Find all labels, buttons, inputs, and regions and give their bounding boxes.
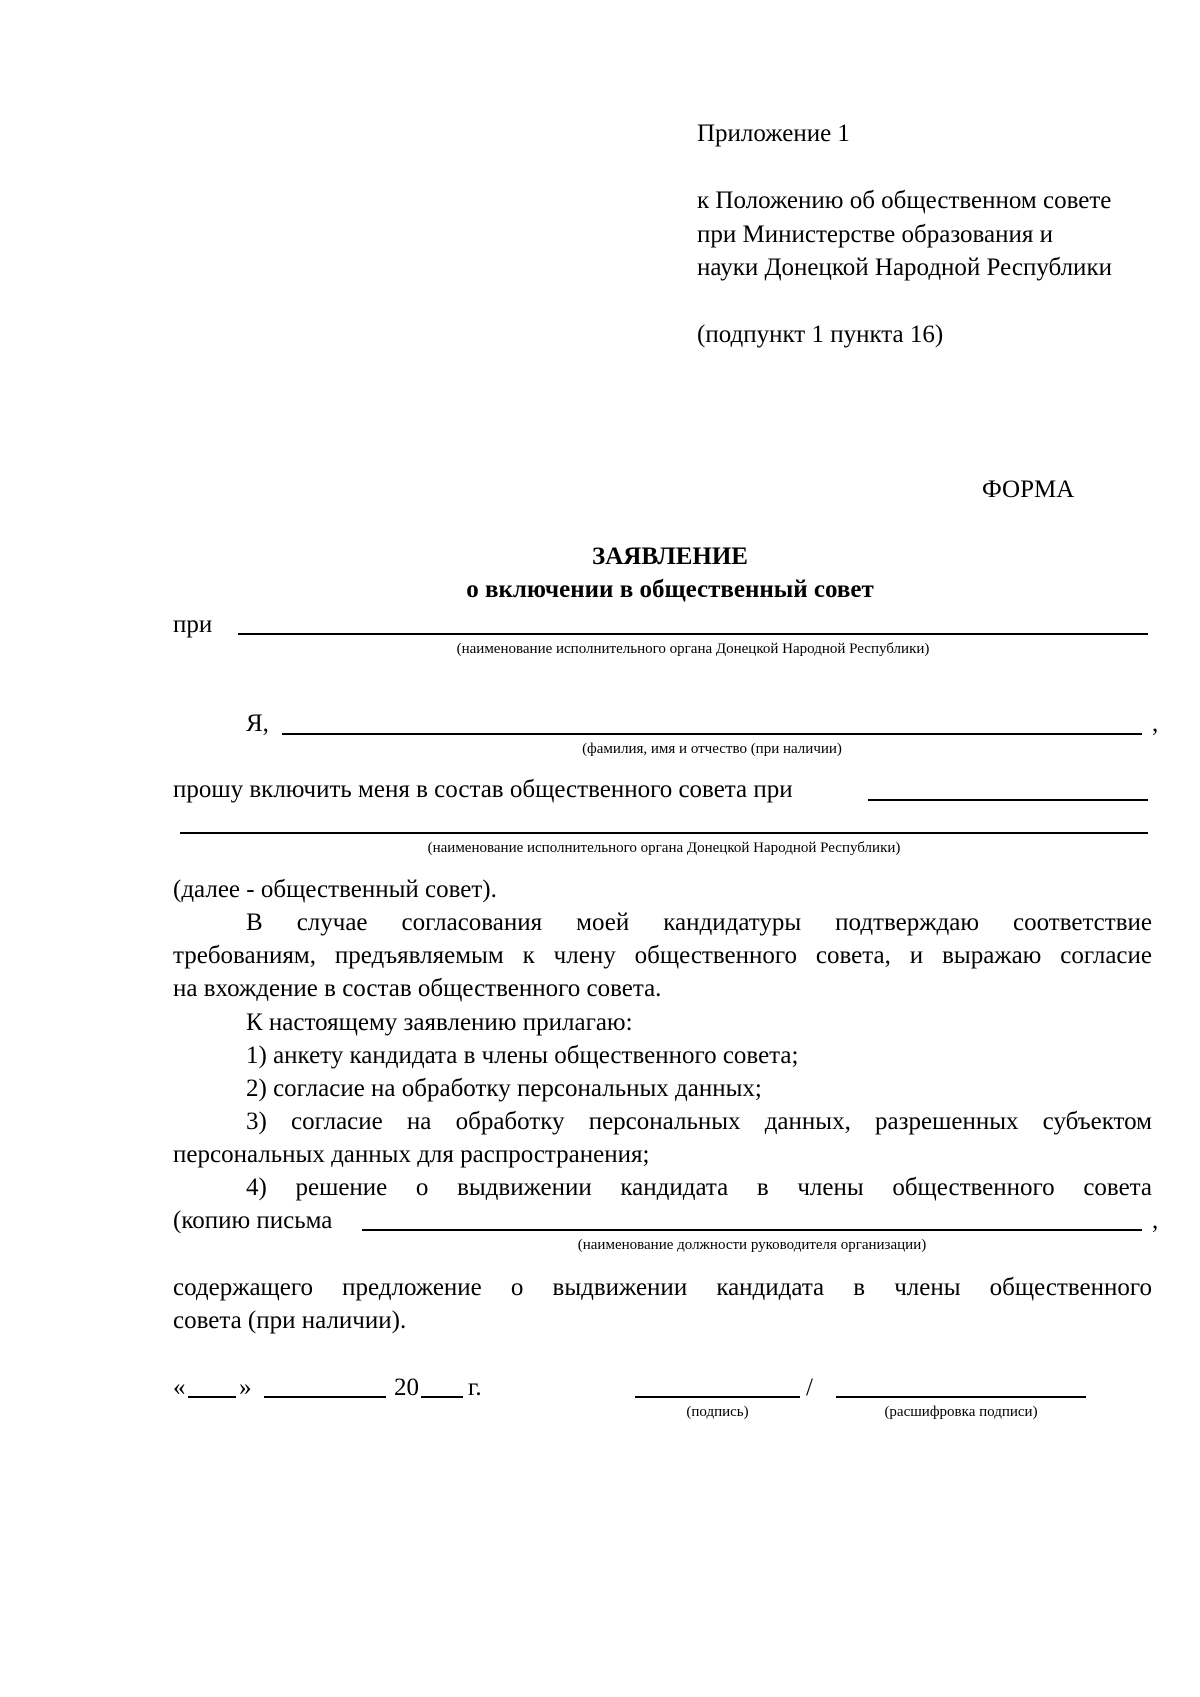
- date-quote-open: «: [173, 1374, 186, 1401]
- annex-line-3: науки Донецкой Народной Республики: [697, 254, 1112, 281]
- paragraph-1-line-1: В случае согласования моей кандидатуры подтверждаю соответствие: [246, 909, 1152, 936]
- fio-comma: ,: [1152, 710, 1159, 737]
- date-year-prefix: 20: [394, 1374, 419, 1401]
- letter-comma: ,: [1152, 1207, 1159, 1234]
- further-text: (далее - общественный совет).: [173, 876, 497, 903]
- document-title: ЗАЯВЛЕНИЕ: [592, 543, 748, 570]
- fio-field[interactable]: [282, 733, 1142, 735]
- attach-item-4-line-3: содержащего предложение о выдвижении кандидата в члены общественного: [173, 1274, 1152, 1301]
- letter-position-field[interactable]: [362, 1229, 1142, 1231]
- attach-intro: К настоящему заявлению прилагаю:: [246, 1009, 633, 1036]
- fio-caption: (фамилия, имя и отчество (при наличии): [582, 741, 842, 757]
- date-year-field[interactable]: [421, 1396, 463, 1398]
- date-quote-close: »: [239, 1374, 252, 1401]
- org-caption-2: (наименование исполнительного органа Донецкой Народной Республики): [427, 840, 901, 856]
- signature-caption: (подпись): [686, 1404, 749, 1420]
- attach-item-2: 2) согласие на обработку персональных данных;: [246, 1075, 762, 1102]
- annex-line-1: к Положению об общественном совете: [697, 187, 1112, 214]
- signature-decode-field[interactable]: [836, 1396, 1086, 1398]
- signature-decode-caption: (расшифровка подписи): [884, 1404, 1038, 1420]
- paragraph-1-line-3: на вхождение в состав общественного совета.: [173, 975, 662, 1002]
- date-year-suffix: г.: [468, 1374, 482, 1401]
- attach-item-4-prefix: (копию письма: [173, 1207, 333, 1234]
- date-month-field[interactable]: [264, 1396, 386, 1398]
- org-caption: (наименование исполнительного органа Донецкой Народной Республики): [456, 641, 930, 657]
- attach-item-1: 1) анкету кандидата в члены общественного совета;: [246, 1042, 799, 1069]
- annex-title: Приложение 1: [697, 120, 850, 147]
- date-day-field[interactable]: [188, 1396, 236, 1398]
- attach-item-3-line-2: персональных данных для распространения;: [173, 1141, 650, 1168]
- annex-subclause: (подпункт 1 пункта 16): [697, 321, 944, 348]
- form-label: ФОРМА: [982, 476, 1075, 503]
- attach-item-3-line-1: 3) согласие на обработку персональных данных, разрешенных субъектом: [246, 1108, 1152, 1135]
- request-text: прошу включить меня в состав общественного совета при: [173, 776, 793, 803]
- attach-item-4-line-4: совета (при наличии).: [173, 1307, 407, 1334]
- annex-line-2: при Министерстве образования и: [697, 221, 1054, 248]
- org-name-field[interactable]: [238, 633, 1148, 635]
- pri-label: при: [173, 611, 213, 638]
- document-subtitle: о включении в общественный совет: [466, 576, 874, 603]
- position-caption: (наименование должности руководителя организации): [577, 1237, 927, 1253]
- paragraph-1-line-2: требованиям, предъявляемым к члену общественного совета, и выражаю согласие: [173, 942, 1152, 969]
- signature-field[interactable]: [635, 1396, 800, 1398]
- ya-label: Я,: [246, 710, 269, 737]
- attach-item-4-line-1: 4) решение о выдвижении кандидата в члены общественного совета: [246, 1174, 1152, 1201]
- request-org-field[interactable]: [868, 799, 1148, 801]
- request-org-field-line-2[interactable]: [180, 832, 1148, 834]
- signature-slash: /: [806, 1374, 813, 1401]
